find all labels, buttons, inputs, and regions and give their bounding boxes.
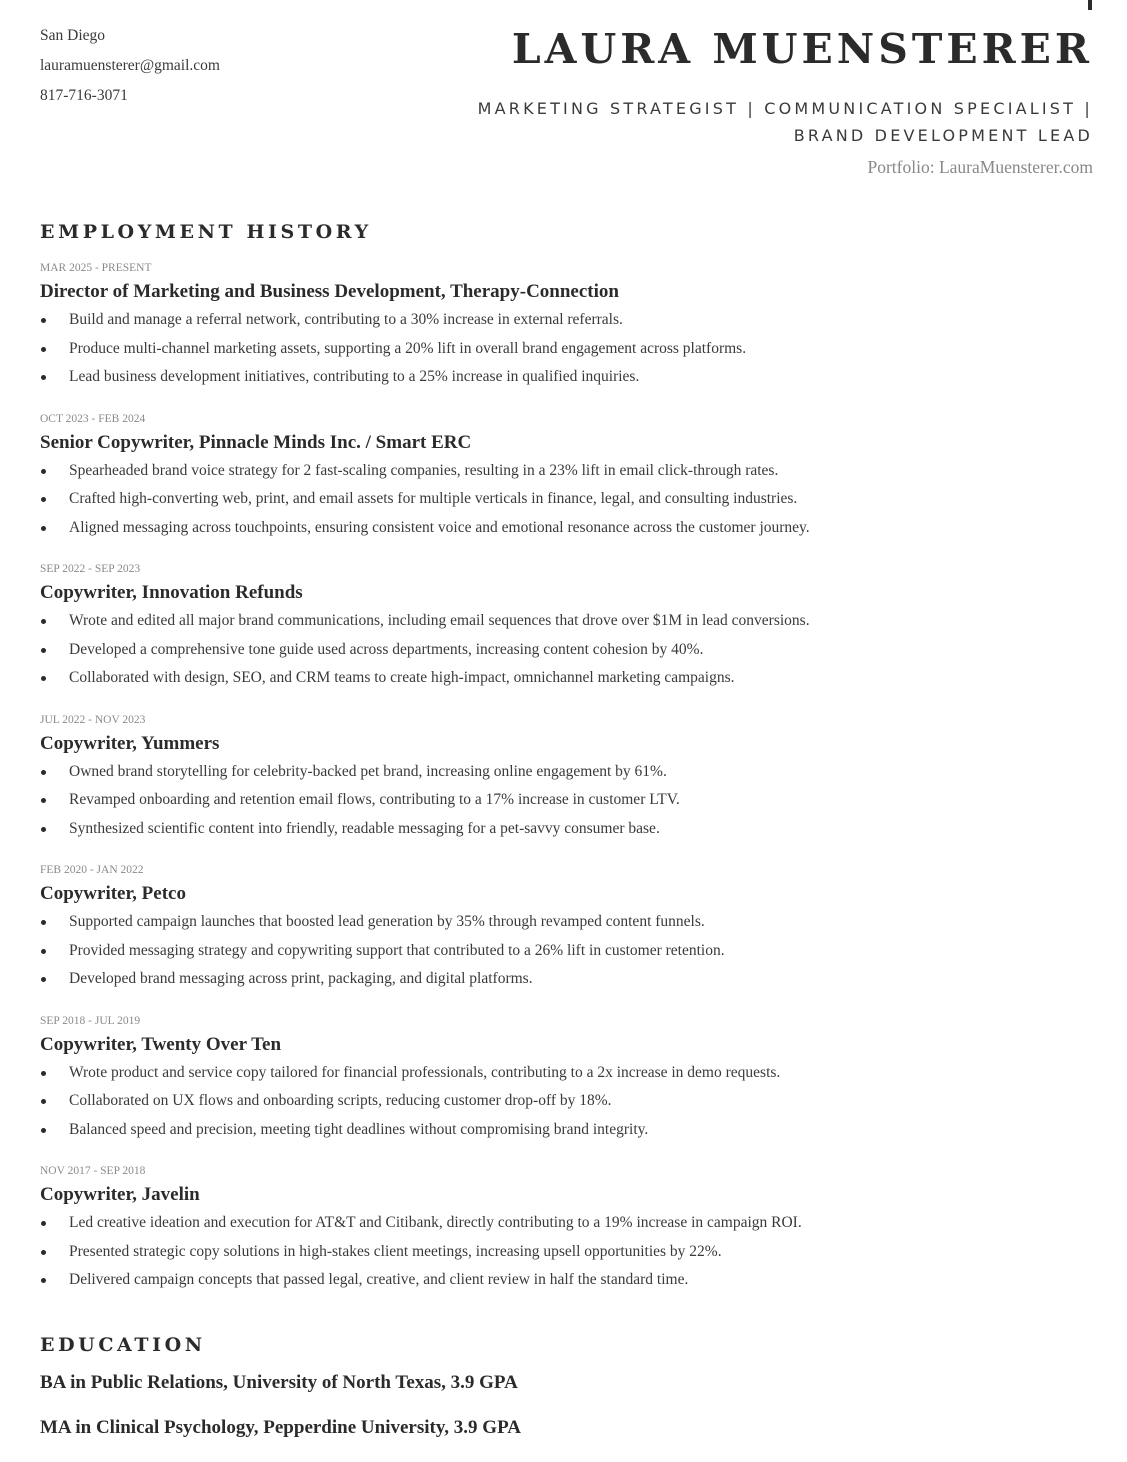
job-entry bbox=[40, 1161, 1080, 1312]
education-item: MA in Clinical Psychology, Pepperdine University, 3.9 GPA bbox=[40, 1417, 521, 1438]
bullet-dot-icon bbox=[41, 526, 46, 531]
job-dates: MAR 2025 - PRESENT bbox=[40, 262, 152, 274]
bullet-item bbox=[40, 516, 1080, 545]
job-title: Copywriter, Innovation Refunds bbox=[40, 582, 303, 603]
job-title: Copywriter, Javelin bbox=[40, 1184, 200, 1205]
bullet-dot-icon bbox=[41, 1128, 46, 1133]
bullet-item bbox=[40, 609, 1080, 638]
headline-line-1: MARKETING STRATEGIST | COMMUNICATION SPECIALIST | bbox=[477, 99, 1093, 118]
bullet-dot-icon bbox=[41, 676, 46, 681]
bullet-text: Wrote and edited all major brand communications, including email sequences that drove over $1M in lead conversions. bbox=[69, 612, 810, 629]
bullet-text: Lead business development initiatives, contributing to a 25% increase in qualified inquiries. bbox=[69, 368, 640, 385]
job-title: Copywriter, Yummers bbox=[40, 732, 220, 754]
bullet-dot-icon bbox=[41, 770, 46, 775]
resume-name: LAURA MUENSTERER bbox=[511, 25, 1093, 73]
job-entry bbox=[40, 1011, 1080, 1162]
job-bullets bbox=[40, 910, 1080, 996]
bullet-text: Supported campaign launches that boosted lead generation by 35% through revamped content funnels. bbox=[69, 913, 705, 930]
bullet-dot-icon bbox=[41, 827, 46, 832]
job-title: Director of Marketing and Business Development, Therapy-Connection bbox=[40, 281, 619, 302]
bullet-item bbox=[40, 1118, 1080, 1147]
job-entry bbox=[40, 559, 1080, 710]
headline bbox=[373, 95, 1093, 149]
bullet-text: Balanced speed and precision, meeting tight deadlines without compromising brand integrity. bbox=[69, 1120, 649, 1138]
job-title: Senior Copywriter, Pinnacle Minds Inc. / Smart ERC bbox=[40, 431, 472, 453]
bullet-item bbox=[40, 638, 1080, 667]
job-bullets bbox=[40, 760, 1080, 846]
bullet-item bbox=[40, 337, 1080, 366]
bullet-dot-icon bbox=[41, 1221, 46, 1226]
bullet-item bbox=[40, 967, 1080, 996]
education-heading: EDUCATION bbox=[40, 1334, 206, 1356]
job-dates: JUL 2022 - NOV 2023 bbox=[40, 713, 146, 726]
job-dates: OCT 2023 - FEB 2024 bbox=[40, 412, 146, 425]
job-entry bbox=[40, 710, 1080, 861]
bullet-text: Spearheaded brand voice strategy for 2 fast-scaling companies, resulting in a 23% lift in email click-through rates. bbox=[69, 461, 779, 479]
employment-heading: EMPLOYMENT HISTORY bbox=[40, 221, 372, 243]
bullet-dot-icon bbox=[41, 1278, 46, 1283]
bullet-text: Owned brand storytelling for celebrity-backed pet brand, increasing online engagement by 61%. bbox=[69, 762, 667, 780]
job-title: Copywriter, Petco bbox=[40, 883, 186, 904]
bullet-dot-icon bbox=[41, 1099, 46, 1104]
bullet-text: Led creative ideation and execution for AT&T and Citibank, directly contributing to a 19% increase in campaign ROI. bbox=[69, 1214, 802, 1231]
job-entry bbox=[40, 409, 1080, 560]
job-dates: SEP 2022 - SEP 2023 bbox=[40, 563, 141, 575]
job-bullets bbox=[40, 459, 1080, 545]
headline-line-2: BRAND DEVELOPMENT LEAD bbox=[793, 126, 1093, 145]
bullet-item bbox=[40, 788, 1080, 817]
bullet-dot-icon bbox=[41, 798, 46, 803]
bullet-dot-icon bbox=[41, 619, 46, 624]
bullet-text: Build and manage a referral network, contributing to a 30% increase in external referrals. bbox=[69, 311, 623, 328]
job-entry bbox=[40, 860, 1080, 1011]
job-bullets bbox=[40, 1061, 1080, 1147]
bullet-item bbox=[40, 939, 1080, 968]
portfolio-link[interactable]: Portfolio: LauraMuensterer.com bbox=[867, 157, 1093, 177]
education-item: BA in Public Relations, University of North Texas, 3.9 GPA bbox=[40, 1372, 518, 1393]
job-bullets bbox=[40, 308, 1080, 394]
bullet-item bbox=[40, 1240, 1080, 1269]
job-title: Copywriter, Twenty Over Ten bbox=[40, 1033, 282, 1055]
bullet-text: Wrote product and service copy tailored for financial professionals, contributing to a 2x increase in demo requests. bbox=[69, 1063, 781, 1081]
contact-phone[interactable]: 817-716-3071 bbox=[40, 87, 128, 104]
bullet-dot-icon bbox=[41, 977, 46, 982]
bullet-item bbox=[40, 910, 1080, 939]
bullet-item bbox=[40, 459, 1080, 488]
bullet-text: Synthesized scientific content into friendly, readable messaging for a pet-savvy consumer base. bbox=[69, 819, 660, 837]
bullet-dot-icon bbox=[41, 318, 46, 323]
bullet-item bbox=[40, 1089, 1080, 1118]
contact-location: San Diego bbox=[40, 27, 106, 44]
job-entry bbox=[40, 258, 1080, 409]
contact-block bbox=[40, 26, 220, 116]
bullet-item bbox=[40, 1268, 1080, 1297]
job-dates: FEB 2020 - JAN 2022 bbox=[40, 864, 144, 876]
bullet-text: Crafted high-converting web, print, and email assets for multiple verticals in finance, legal, and consulting industries. bbox=[69, 490, 798, 507]
bullet-text: Collaborated on UX flows and onboarding scripts, reducing customer drop-off by 18%. bbox=[69, 1092, 612, 1109]
corner-mark bbox=[1088, 0, 1092, 10]
bullet-item bbox=[40, 487, 1080, 516]
bullet-text: Developed brand messaging across print, packaging, and digital platforms. bbox=[69, 970, 533, 987]
bullet-item bbox=[40, 365, 1080, 394]
bullet-text: Collaborated with design, SEO, and CRM teams to create high-impact, omnichannel marketing campaigns. bbox=[69, 669, 735, 686]
bullet-text: Produce multi-channel marketing assets, supporting a 20% lift in overall brand engagement across platforms. bbox=[69, 339, 747, 357]
bullet-text: Revamped onboarding and retention email flows, contributing to a 17% increase in customer LTV. bbox=[69, 791, 680, 808]
bullet-text: Provided messaging strategy and copywriting support that contributed to a 26% lift in customer retention. bbox=[69, 941, 725, 959]
bullet-item bbox=[40, 760, 1080, 789]
bullet-dot-icon bbox=[41, 949, 46, 954]
bullet-dot-icon bbox=[41, 497, 46, 502]
bullet-dot-icon bbox=[41, 347, 46, 352]
bullet-item bbox=[40, 308, 1080, 337]
bullet-dot-icon bbox=[41, 648, 46, 653]
job-bullets bbox=[40, 609, 1080, 695]
bullet-dot-icon bbox=[41, 375, 46, 380]
bullet-dot-icon bbox=[41, 1071, 46, 1076]
bullet-text: Presented strategic copy solutions in high-stakes client meetings, increasing upsell opportunities by 22%. bbox=[69, 1242, 722, 1260]
bullet-item bbox=[40, 817, 1080, 846]
job-dates: SEP 2018 - JUL 2019 bbox=[40, 1014, 141, 1027]
bullet-dot-icon bbox=[41, 920, 46, 925]
contact-email[interactable]: lauramuensterer@gmail.com bbox=[40, 57, 220, 74]
bullet-text: Aligned messaging across touchpoints, ensuring consistent voice and emotional resonance across the customer journey. bbox=[69, 518, 810, 536]
bullet-item bbox=[40, 666, 1080, 695]
job-dates: NOV 2017 - SEP 2018 bbox=[40, 1165, 146, 1177]
employment-list bbox=[40, 258, 1080, 1312]
bullet-dot-icon bbox=[41, 469, 46, 474]
bullet-item bbox=[40, 1211, 1080, 1240]
bullet-text: Delivered campaign concepts that passed legal, creative, and client review in half the standard time. bbox=[69, 1271, 689, 1288]
job-bullets bbox=[40, 1211, 1080, 1297]
bullet-item bbox=[40, 1061, 1080, 1090]
bullet-text: Developed a comprehensive tone guide used across departments, increasing content cohesion by 40%. bbox=[69, 640, 704, 658]
bullet-dot-icon bbox=[41, 1250, 46, 1255]
